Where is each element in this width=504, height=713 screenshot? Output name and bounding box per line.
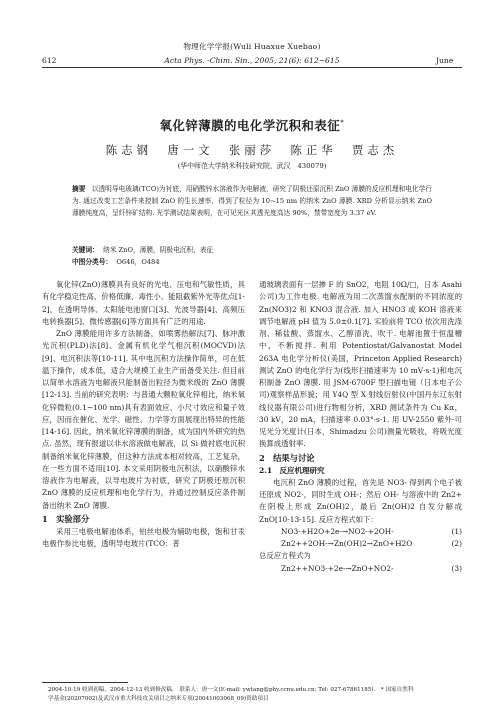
intro-paragraph-2: ZnO 薄膜能用许多方法制备，如喷雾热解法[7]、脉冲激光沉积(PLD)法[8]、金属有机化学气相沉积(MOCVD)法[9]、电沉积法等[10-11]. 其中电沉积方法操作简单，可在低温下操作，成本低，适合大规模工业生产而备受关注. 但目前以简单水溶液为电解液只能制备出粒径为微米级的 ZnO 薄膜[12-13]. 当前的研究表明：与普通大颗粒氧化锌相比，纳米氧化锌微粒(0.1~100 nm)具有表面效应、小尺寸效应和量子效应，因而在催化、光学、磁性、力学等方面展现出特异的性能[14-16]. 因此，纳米氧化锌薄膜的制备，成为国内外研究的热点. 虽然，现有报道以非水溶液做电解液，以 Si 做衬底电沉积制备纳米氧化锌薄膜，但这种方法成本相对较高，工艺复杂，在一些方面不适用[10]. 本文采用阴极电沉积法，以硝酸锌水溶液作为电解液，以导电玻片为衬底，研究了阴极还原沉积 ZnO 薄膜的反应机理和电化学行为，并通过控制反应条件制备出纳米 ZnO 薄膜. — [42, 329, 245, 510]
classification — [72, 256, 432, 266]
abstract-text: 以透明导电玻璃(TCO)为衬底，用硝酸锌水溶液作为电解液，研究了阴极还原沉积 ZnO 薄膜的反应机理和电化学行为. 通过改变工艺条件来控制 ZnO 的生长速率，得到了粒径为 10~15 nm 的纳米 ZnO 薄膜. XRD 分析显示纳米 ZnO 薄膜纯度高，呈纤锌矿结构. 光学测试结果表明，在可见光区其透光度高达 90%，禁带宽度为 3.37 eV. — [72, 185, 432, 217]
equation-3-text: Zn2++NO3-+2e-→ZnO+NO2- — [281, 563, 394, 573]
equation-2-number: (2) — [451, 539, 462, 548]
equation-1-number: (1) — [451, 526, 462, 536]
equation-3-number: (3) — [451, 563, 462, 573]
equation-2 — [259, 538, 462, 550]
footnote-line-2: 学基金(20207002)及武汉市重大科技攻关项目之纳米专项(20041003068_09)资助项目 — [48, 696, 269, 702]
keywords-text: 纳米 ZnO，薄膜，阴极电沉积，表征 — [103, 246, 214, 254]
page-number: 612 — [42, 56, 57, 65]
header-rule — [42, 67, 462, 68]
footnote — [48, 686, 468, 704]
equation-2-text: Zn2++2OH-→Zn(OH)2→ZnO+H2O — [281, 539, 413, 548]
equation-3 — [259, 563, 462, 575]
intro-paragraph-1: 氧化锌(ZnO)薄膜具有良好的光电、压电和气敏性质，具有化学稳定性高、价格低廉、毒性小、能阻截紫外光等优点[1-2]，在透明导体、太阳能电池窗口[3]、光波导器[4]、高频压电转换器[5]、微传感器[6]等方面具有广泛的用途. — [42, 280, 245, 326]
abstract-label: 摘要 — [72, 185, 86, 193]
issue-month: June — [436, 56, 454, 65]
keywords-label: 关键词： — [72, 246, 99, 254]
experimental-paragraph: 采用三电极电解池体系，铂丝电极为辅助电极，饱和甘汞电极作参比电极，透明导电玻片(TCO：普 — [42, 526, 245, 548]
left-column — [42, 279, 245, 550]
title-footnote-mark: * — [340, 118, 345, 127]
mechanism-paragraph: 电沉积 ZnO 薄膜的过程，首先是 NO3- 得到两个电子被还原成 NO2-，同时生成 OH-；然后 OH- 与溶液中的 Zn2+ 在阴极上形成 Zn(OH)2，最后 Zn(OH)2 自发分解成 ZnO[10-13-15]. 反应方程式如下： — [259, 477, 462, 524]
abstract — [72, 183, 432, 219]
section-heading-results: 2 结果与讨论 — [259, 452, 315, 463]
classification-label: 中图分类号： — [72, 258, 113, 266]
equation-1 — [259, 526, 462, 538]
title-text: 氧化锌薄膜的电化学沉积和表征 — [159, 118, 341, 133]
footnote-rule — [42, 682, 128, 683]
keywords — [72, 244, 432, 254]
article-title — [0, 116, 504, 134]
affiliation: (华中师范大学纳米科技研究院，武汉 430079) — [177, 162, 327, 170]
section-heading-experimental: 1 实验部分 — [42, 513, 90, 524]
footnote-line-1: 2004-10-19 收到初稿，2004-12-13 收到修改稿. 联系人：唐一文(E-mail: ywtang@phy.ccnu.edu.cn; Tel: 027-67861185). * 国家自然科 — [48, 687, 414, 693]
authors: 陈志钢 唐一文 张丽莎 陈正华 贾志杰 — [105, 143, 399, 157]
subsection-heading-mechanism: 2.1 反应机理研究 — [259, 465, 325, 475]
equation-1-text: NO3-+H2O+2e-→NO2-+2OH- — [281, 526, 394, 536]
classification-text: O646，O484 — [116, 258, 160, 266]
total-reaction-label: 总反应方程式为 — [259, 551, 311, 561]
journal-name-cn: 物理化学学报(Wuli Huaxue Xuebao) — [183, 42, 321, 51]
journal-citation: Acta Phys. -Chim. Sin., 2005, 21(6): 612~615 — [164, 56, 340, 65]
experimental-paragraph-cont: 通玻璃表面有一层掺 F 的 SnO2，电阻 10Ω/□，日本 Asahi 公司)为工作电极. 电解液为用二次蒸馏水配制的不同浓度的 Zn(NO3)2 和 KNO3 混合液. 加入 HNO3 或 KOH 溶液来调节电解液 pH 值为 5.0±0.1[7]. 实验前将 TCO 依次用洗涤剂、稀盐酸、蒸馏水、乙醇清洗，吹干. 电解池置于恒温槽中，不断搅拌. 利用 Potentiostat/Galvanostat Model 263A 电化学分析仪(美国，Princeton Applied Research)测试 ZnO 的电化学行为(线形扫描速率为 10 mV·s-1)和电沉积制备 ZnO 薄膜. 用 JSM-6700F 型扫描电镜（日本电子公司)观察样品形貌；用 Y4Q 型 X 射线衍射仪(中国丹东辽东射线仪器有限公司)进行物相分析，XRD 测试条件为 Cu Kα，30 kV，20 mA，扫描速率 0.03°·s-1. 用 UV-2550 紫外-可见光分光度计(日本，Shimadzu 公司)测量光吸收，将吸光度换算成透射率. — [259, 280, 462, 449]
right-column — [259, 279, 462, 575]
